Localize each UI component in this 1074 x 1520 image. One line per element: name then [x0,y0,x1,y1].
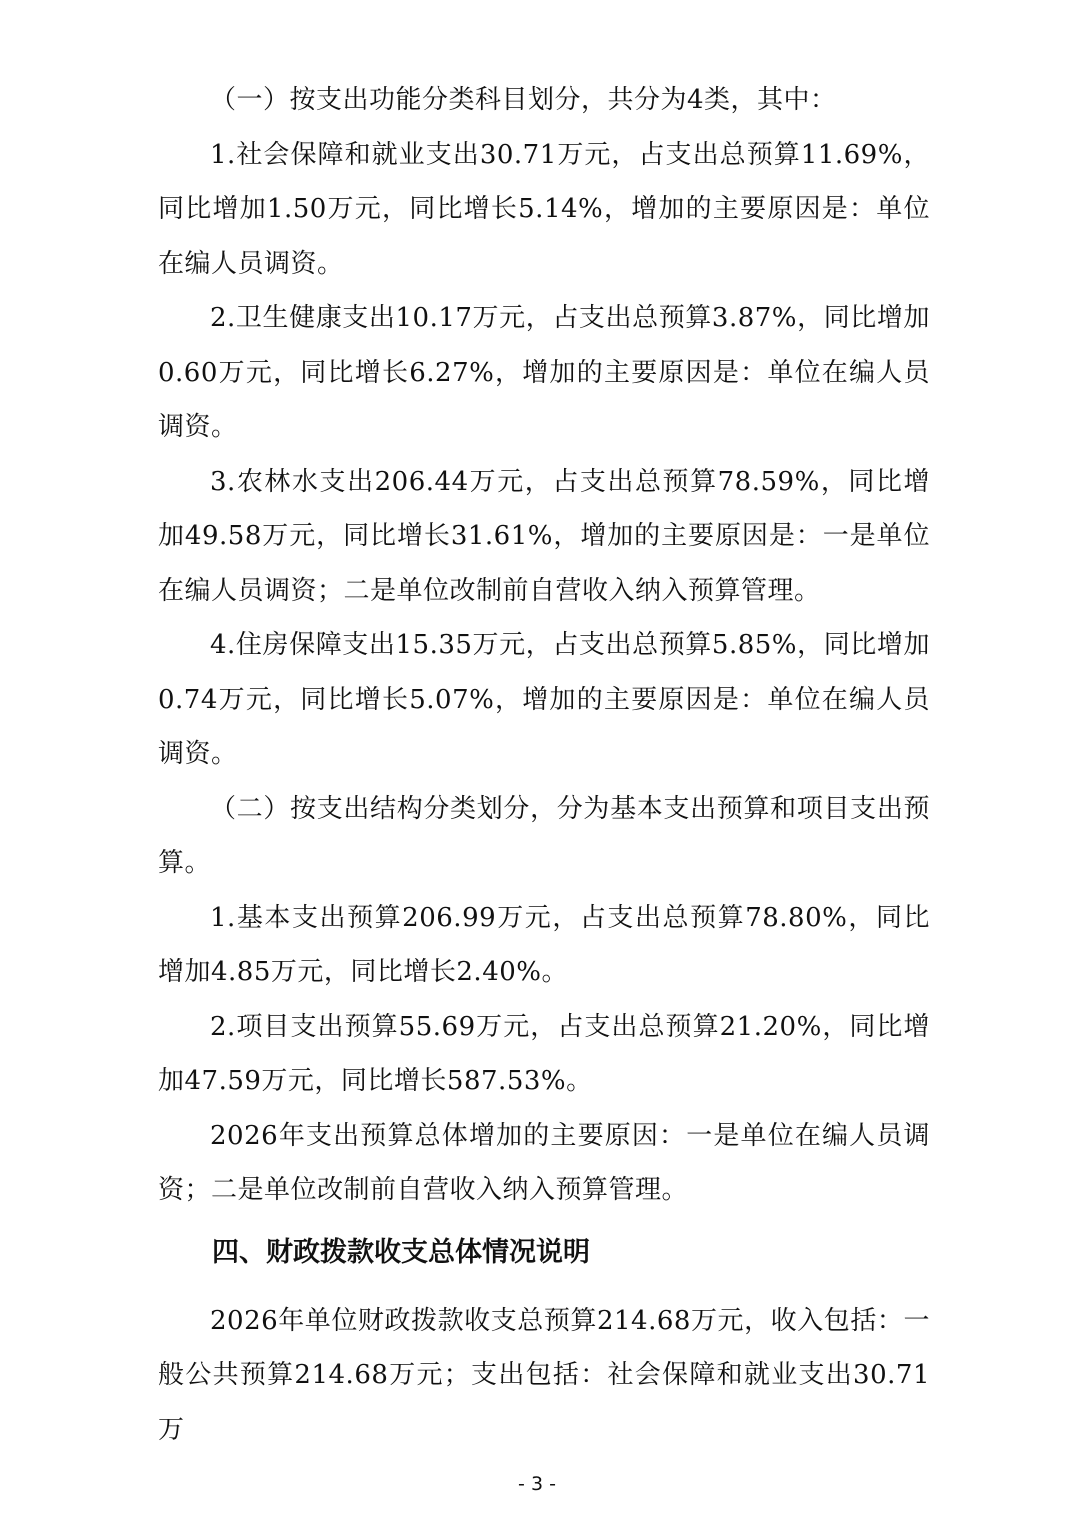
body-text [158,73,930,1457]
paragraph-project-expenditure: 2.项目支出预算55.69万元，占支出总预算21.20%，同比增加47.59万元，同比增长587.53%。 [158,1011,930,1096]
paragraph-agriculture-forestry-water: 3.农林水支出206.44万元，占支出总预算78.59%，同比增加49.58万元，同比增长31.61%，增加的主要原因是：一是单位在编人员调资；二是单位改制前自营收入纳入预算管理。 [158,466,930,606]
paragraph-function-classification-intro: （一）按支出功能分类科目划分，共分为4类，其中： [210,85,837,115]
page-number: - 3 - [518,1473,556,1495]
paragraph-fiscal-allocation-summary: 2026年单位财政拨款收支总预算214.68万元，收入包括：一般公共预算214.68万元；支出包括：社会保障和就业支出30.71万 [158,1305,930,1445]
paragraph-structure-classification-intro: （二）按支出结构分类划分，分为基本支出预算和项目支出预算。 [158,793,930,878]
paragraph-basic-expenditure: 1.基本支出预算206.99万元，占支出总预算78.80%，同比增加4.85万元，同比增长2.40%。 [158,902,930,987]
section-heading: 四、财政拨款收支总体情况说明 [212,1236,590,1268]
paragraph-health: 2.卫生健康支出10.17万元，占支出总预算3.87%，同比增加0.60万元，同比增长6.27%，增加的主要原因是：单位在编人员调资。 [158,303,930,442]
paragraph-housing: 4.住房保障支出15.35万元，占支出总预算5.85%，同比增加0.74万元，同比增长5.07%，增加的主要原因是：单位在编人员调资。 [158,630,930,769]
paragraph-social-security: 1.社会保障和就业支出30.71万元，占支出总预算11.69%，同比增加1.50万元，同比增长5.14%，增加的主要原因是：单位在编人员调资。 [158,139,930,279]
paragraph-overall-increase-reason: 2026年支出预算总体增加的主要原因：一是单位在编人员调资；二是单位改制前自营收入纳入预算管理。 [158,1120,930,1205]
